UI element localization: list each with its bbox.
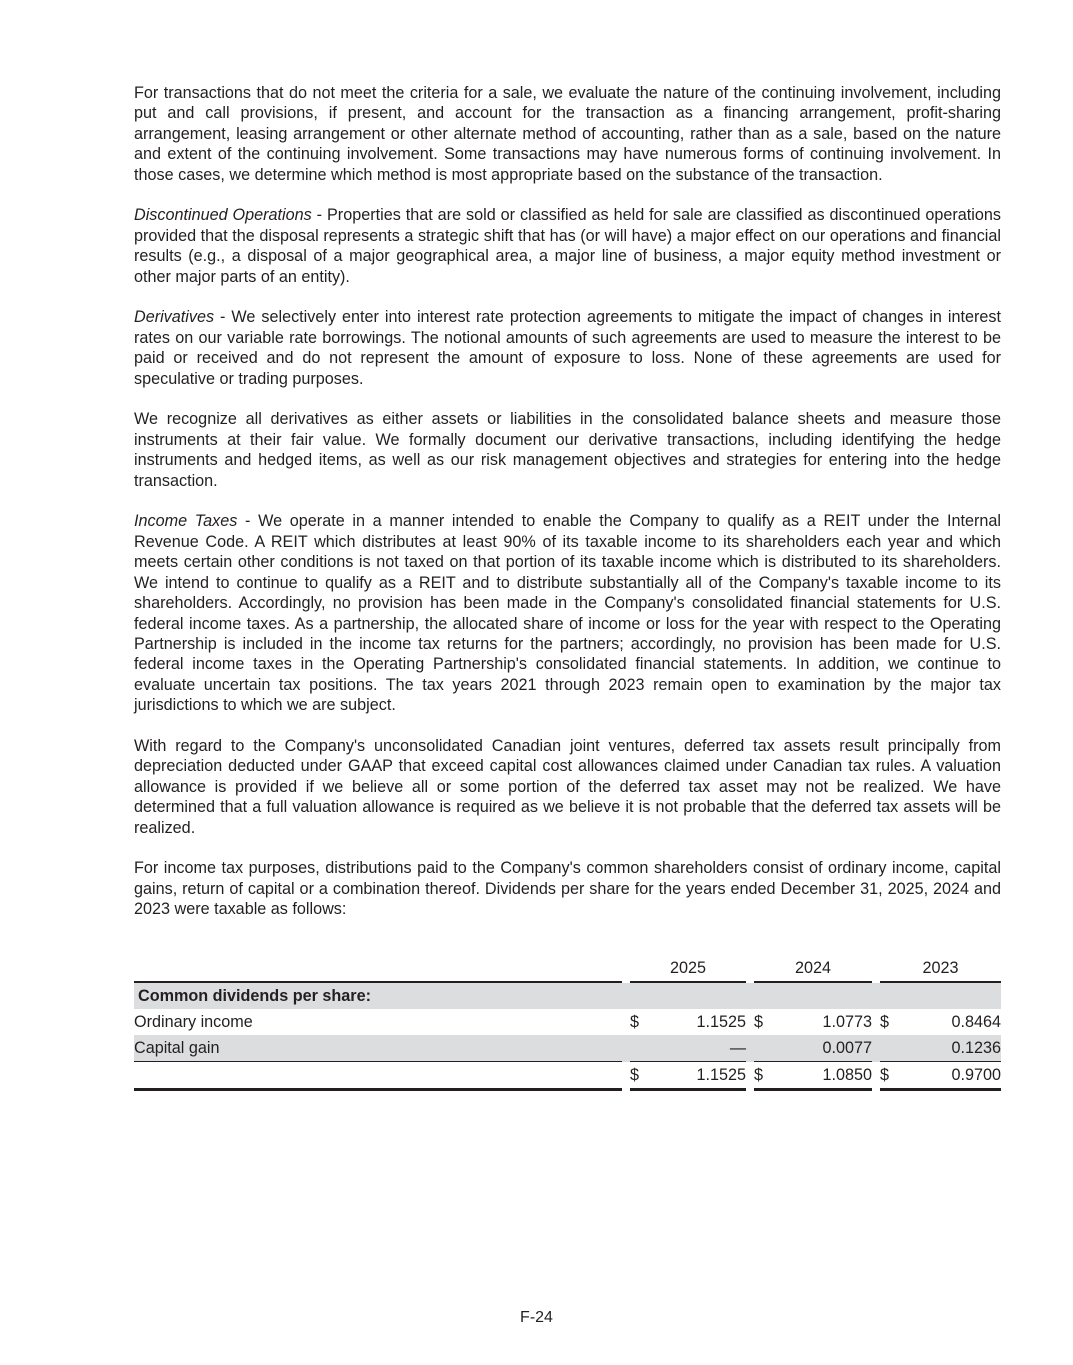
cell-value: 1.1525 xyxy=(696,1012,746,1031)
total-value: 1.0850 xyxy=(776,1062,872,1091)
paragraph-distributions xyxy=(134,858,1001,919)
paragraph-canadian-joint-ventures xyxy=(134,736,1001,838)
cell-value: — xyxy=(652,1035,746,1062)
column-header-2024: 2024 xyxy=(754,955,872,983)
paragraph-lead: Derivatives xyxy=(134,308,215,327)
document-body xyxy=(134,83,1001,940)
paragraph-text: - We selectively enter into interest rate protection agreements to mitigate the impact of changes in interest rates on our variable rate borrowings. The notional amounts of such agreements are used to measure the interest to be paid or received and do not represent the amount of exposure to loss. None of these agreements are used for speculative or trading purposes. xyxy=(134,308,1001,388)
paragraph-text: We recognize all derivatives as either assets or liabilities in the consolidated balance sheets and measure those instruments at their fair value. We formally document our derivative transactions, including identifying the hedge instruments and hedged items, as well as our risk management objectives and strategies for entering into the hedge transaction. xyxy=(134,410,1001,490)
table-row xyxy=(134,1009,1001,1035)
paragraph-lead: Discontinued Operations xyxy=(134,206,312,225)
paragraph-sale-criteria xyxy=(134,83,1001,185)
dividends-per-share-table xyxy=(134,955,1001,1091)
table-header-row xyxy=(134,955,1001,983)
header-label-cell xyxy=(134,955,622,983)
currency-symbol xyxy=(754,1035,776,1062)
cell-value: 0.0077 xyxy=(776,1035,872,1062)
currency-symbol: $ xyxy=(630,1062,652,1091)
currency-symbol: $ xyxy=(754,1012,764,1031)
currency-symbol: $ xyxy=(880,1062,902,1091)
column-header-2023: 2023 xyxy=(880,955,1001,983)
paragraph-text: - Properties that are sold or classified as held for sale are classified as discontinued operations provided that the disposal represents a strategic shift that has (or will have) a major effect on our operations and financial results (e.g., a disposal of a major geographical area, a major line of business, a major equity method investment or other major parts of an entity). xyxy=(134,206,1001,286)
paragraph-text: For transactions that do not meet the criteria for a sale, we evaluate the nature of the continuing involvement, including put and call provisions, if present, and account for the transaction as a financing arrangement, profit-sharing arrangement, leasing arrangement or other alternate method of accounting, rather than as a sale, based on the nature and extent of the continuing involvement. Some transactions may have numerous forms of continuing involvement. In those cases, we determine which method is most appropriate based on the substance of the transaction. xyxy=(134,84,1001,184)
paragraph-derivatives-recognition xyxy=(134,409,1001,491)
page-number: F-24 xyxy=(520,1309,553,1326)
currency-symbol: $ xyxy=(754,1062,776,1091)
currency-symbol: $ xyxy=(880,1012,890,1031)
cell-value: 1.0773 xyxy=(822,1012,872,1031)
paragraph-text: For income tax purposes, distributions paid to the Company's common shareholders consist of ordinary income, capital gains, return of capital or a combination thereof. Dividends per share for the years ended December 31, 2025, 2024 and 2023 were taxable as follows: xyxy=(134,859,1001,919)
currency-symbol xyxy=(880,1035,902,1062)
row-label xyxy=(134,1062,622,1091)
currency-symbol xyxy=(630,1035,652,1062)
row-label: Capital gain xyxy=(134,1035,622,1062)
cell-value: 0.1236 xyxy=(902,1035,1001,1062)
table-row xyxy=(134,1035,1001,1062)
row-label: Ordinary income xyxy=(134,1012,253,1031)
total-value: 1.1525 xyxy=(652,1062,746,1091)
paragraph-income-taxes xyxy=(134,511,1001,715)
section-label: Common dividends per share: xyxy=(134,983,622,1009)
currency-symbol: $ xyxy=(630,1012,640,1031)
table-total-row xyxy=(134,1062,1001,1091)
table-section-row xyxy=(134,983,1001,1009)
total-value: 0.9700 xyxy=(902,1062,1001,1091)
paragraph-discontinued-operations xyxy=(134,205,1001,287)
paragraph-lead: Income Taxes xyxy=(134,512,238,531)
cell-value: 0.8464 xyxy=(951,1012,1001,1031)
paragraph-text: - We operate in a manner intended to enable the Company to qualify as a REIT under the Internal Revenue Code. A REIT which distributes at least 90% of its taxable income to its shareholders each year and which meets certain other conditions is not taxed on that portion of its taxable income which is distributed to its shareholders. We intend to continue to qualify as a REIT and to distribute substantially all of the Company's taxable income to its shareholders. Accordingly, no provision has been made in the Company's consolidated financial statements for U.S. federal income taxes. As a partnership, the allocated share of income or loss for the year with respect to the Operating Partnership is included in the income tax returns for the partners; accordingly, no provision has been made for U.S. federal income taxes in the Operating Partnership's consolidated financial statements. In addition, we continue to evaluate uncertain tax positions. The tax years 2021 through 2023 remain open to examination by the major tax jurisdictions to which we are subject. xyxy=(134,512,1001,715)
column-header-2025: 2025 xyxy=(630,955,746,983)
paragraph-text: With regard to the Company's unconsolidated Canadian joint ventures, deferred tax assets result principally from depreciation deducted under GAAP that exceed capital cost allowances claimed under Canadian tax rules. A valuation allowance is provided if we believe all or some portion of the deferred tax asset may not be realized. We have determined that a full valuation allowance is required as we believe it is not probable that the deferred tax assets will be realized. xyxy=(134,736,1001,837)
paragraph-derivatives xyxy=(134,307,1001,389)
